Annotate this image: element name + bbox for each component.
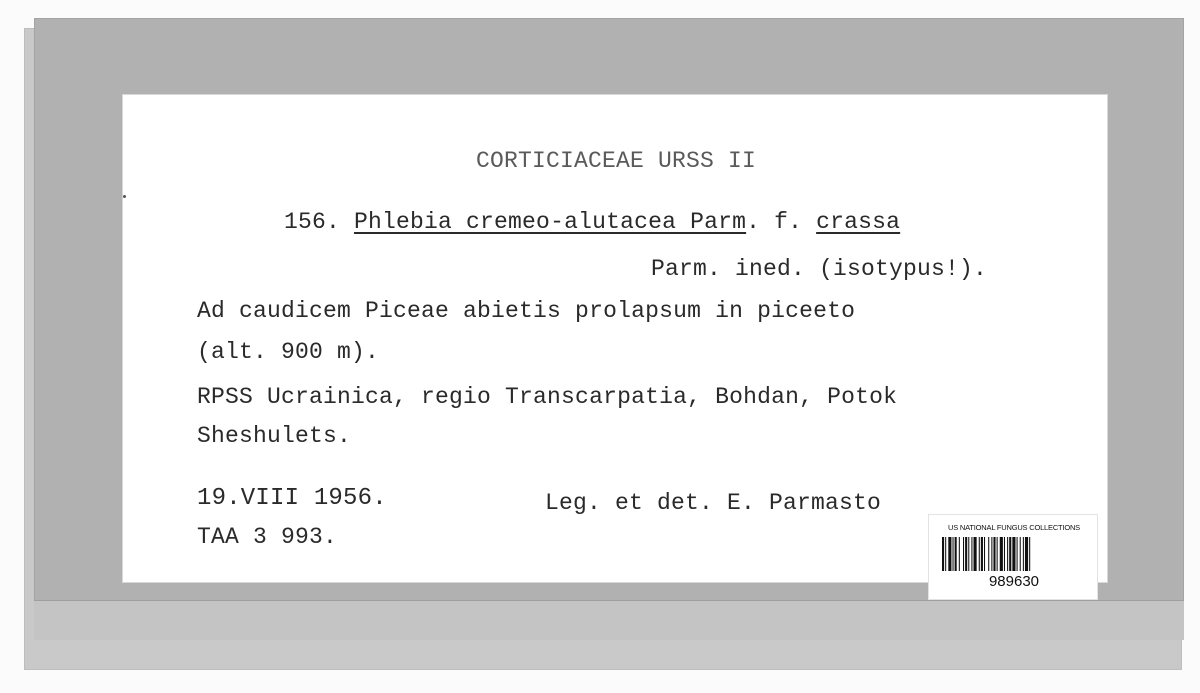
barcode-stripe	[1029, 537, 1030, 571]
barcode-stripe	[953, 537, 954, 571]
entry-number: 156.	[284, 209, 341, 235]
barcode-stripe	[991, 537, 992, 571]
barcode-stripe	[979, 537, 980, 571]
barcode-collection-name: US NATIONAL FUNGUS COLLECTIONS	[948, 523, 1080, 532]
barcode-stripe	[955, 537, 957, 571]
barcode-label	[928, 514, 1098, 600]
barcode-stripe	[997, 537, 998, 571]
packet-fold	[34, 600, 1184, 640]
locality-line-1: RPSS Ucrainica, regio Transcarpatia, Bohdan, Potok	[197, 384, 898, 410]
barcode-stripe	[948, 537, 951, 571]
barcode-stripe	[993, 537, 995, 571]
barcode-bars	[942, 537, 1086, 571]
barcode-stripe	[1017, 537, 1018, 571]
barcode-stripe	[971, 537, 972, 571]
forma-epithet: crassa	[816, 209, 901, 235]
barcode-stripe	[965, 537, 967, 571]
locality-line-2: Sheshulets.	[197, 423, 352, 449]
substrate-line-2: (alt. 900 m).	[197, 339, 380, 365]
barcode-stripe	[1012, 537, 1015, 571]
barcode-stripe	[981, 537, 983, 571]
barcode-stripe	[1009, 537, 1011, 571]
barcode-stripe	[945, 537, 946, 571]
genus-species: Phlebia cremeo-alutacea Parm	[354, 209, 747, 235]
barcode-stripe	[942, 537, 944, 571]
taxon-line	[284, 211, 900, 234]
collector-line: Leg. et det. E. Parmasto	[545, 490, 882, 516]
barcode-stripe	[959, 537, 960, 571]
herbarium-number: TAA 3 993.	[197, 524, 338, 550]
forma-separator: . f.	[746, 209, 817, 235]
barcode-stripe	[1025, 537, 1028, 571]
barcode-number: 989630	[988, 573, 1040, 590]
barcode-stripe	[1007, 537, 1008, 571]
barcode-stripe	[1000, 537, 1003, 571]
barcode-stripe	[1004, 537, 1005, 571]
barcode-stripe	[968, 537, 969, 571]
collection-date: 19.VIII 1956.	[197, 485, 387, 512]
label-heading: CORTICIACEAE URSS II	[476, 148, 757, 174]
barcode-stripe	[984, 537, 985, 571]
substrate-line-1: Ad caudicem Piceae abietis prolapsum in piceeto	[197, 298, 856, 324]
ink-dot	[123, 195, 126, 198]
barcode-stripe	[974, 537, 977, 571]
authority-line: Parm. ined. (isotypus!).	[651, 256, 988, 282]
barcode-stripe	[963, 537, 964, 571]
barcode-stripe	[1023, 537, 1024, 571]
barcode-stripe	[988, 537, 989, 571]
barcode-stripe	[1020, 537, 1021, 571]
